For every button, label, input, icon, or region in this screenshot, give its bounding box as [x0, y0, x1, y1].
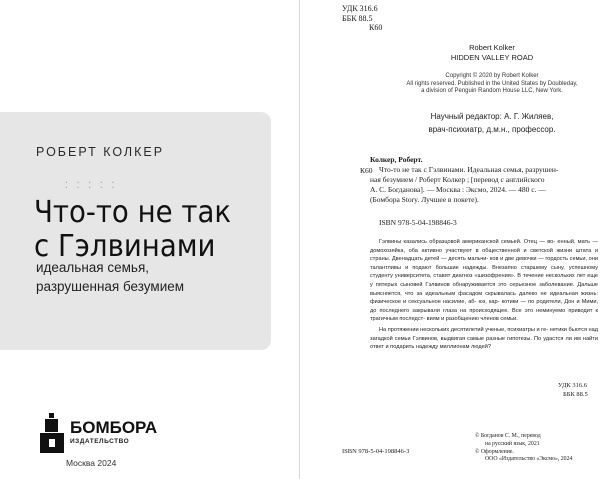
editor-line: врач-психиатр, д.м.н., профессор. — [428, 125, 556, 134]
rights-line: © Оформление. — [475, 448, 514, 455]
publisher-name: БОМБОРА — [70, 418, 158, 437]
biblio-line: А. С. Богданова]. — Москва : Эксмо, 2024. — 480 с. — — [370, 185, 546, 194]
author-name: РОБЕРТ КОЛКЕР — [36, 145, 165, 159]
editor-line: Научный редактор: А. Г. Жиляев, — [430, 112, 554, 121]
classification-top — [342, 4, 382, 33]
rights-block — [475, 433, 599, 464]
copyright-line: a division of Penguin Random House LLC, New York. — [421, 88, 563, 94]
rights-line: © Богданов С. М., перевод — [475, 433, 541, 439]
book-subtitle-line-1: идеальная семья, — [36, 260, 150, 275]
biblio-author-sign: К60 — [360, 166, 373, 175]
copyright-line: All rights reserved. Published in the United States by Doubleday, — [406, 80, 578, 87]
biblio-author: Колкер, Роберт. — [370, 155, 423, 164]
annotation — [370, 238, 598, 352]
bbk-code: ББК 88.5 — [342, 13, 373, 23]
biblio-line: (Бомбора Story. Лучшее в покете). — [370, 195, 479, 204]
original-author: Robert Kolker — [469, 43, 515, 52]
rights-line: ООО «Издательство «Эксмо», 2024 — [485, 456, 573, 463]
author-sign: К60 — [369, 23, 383, 32]
rights-line: на русский язык, 2021 — [485, 440, 540, 447]
bibliographic-record — [370, 155, 598, 205]
book-title — [34, 196, 231, 264]
annotation-paragraph: На протяжении нескольких десятилетий ученые, психиатры и ге- нетики бьются над загадкой семьи Гэлвинов, выдвигая самые разные гипотезы. По удастся ли им найти ответ и подарить надежду миллионам людей? — [370, 326, 598, 351]
right-page — [300, 0, 600, 479]
original-title-block — [400, 43, 584, 62]
book-subtitle-line-2: разрушенная безумием — [36, 279, 185, 294]
publisher-subtitle: ИЗДАТЕЛЬСТВО — [70, 438, 130, 445]
isbn: ISBN 978-5-04-198846-3 — [379, 218, 457, 227]
isbn-bottom: ISBN 978-5-04-198846-3 — [342, 448, 410, 455]
biblio-line: ная безумием / Роберт Колкер ; [перевод с английского — [370, 175, 545, 184]
decorative-dots: . . . . . . . . . . — [64, 176, 117, 190]
book-title-line-1: Что-то не так — [34, 195, 232, 230]
city-year: Москва 2024 — [66, 458, 117, 468]
book-subtitle — [36, 258, 184, 296]
bbk-code-bottom: ББК 88.5 — [563, 391, 588, 398]
udk-code: УДК 316.6 — [342, 4, 378, 13]
classification-bottom — [558, 381, 588, 399]
book-title-line-2: с Гэлвинами — [34, 229, 216, 264]
bombora-logo-icon — [40, 413, 68, 453]
copyright-line: Copyright © 2020 by Robert Kolker — [445, 73, 539, 79]
biblio-line: Что-то не так с Гэлвинами. Идеальная семья, разрушен- — [379, 165, 559, 174]
original-copyright — [400, 73, 584, 96]
annotation-paragraph: Гэлвины казались образцовой американской семьей. Отец — во- енный, мать — домохозяйка, оба активно участвуют в общественной и светской жизни штата и страны. Двенадцать детей — десять мальчи- ков и две девочки — гордость семьи, они талантливы и подают большие надежды. Внезапно старшему сыну, успешному студенту университета, ставят диагноз «шизофрения». В течение нескольких лет еще у пятерых сыновей Гэлвинов обнаруживается это серьезное заболевание. Дальше выясняется, что за идеальным фасадом скрывалась далеко не идеальная жизнь: физическое и сексуальное насилие, аб- юз, кар- котики — по родители, Дон и Мими, до последнего закрывали глаза на происходящее. Все это неминуемо приводит к трагичным последст- виям и разобщению членов семьи. — [370, 239, 598, 323]
udk-code-bottom: УДК 316.6 — [558, 382, 587, 389]
scientific-editor — [400, 110, 584, 136]
original-title: HIDDEN VALLEY ROAD — [450, 52, 534, 62]
